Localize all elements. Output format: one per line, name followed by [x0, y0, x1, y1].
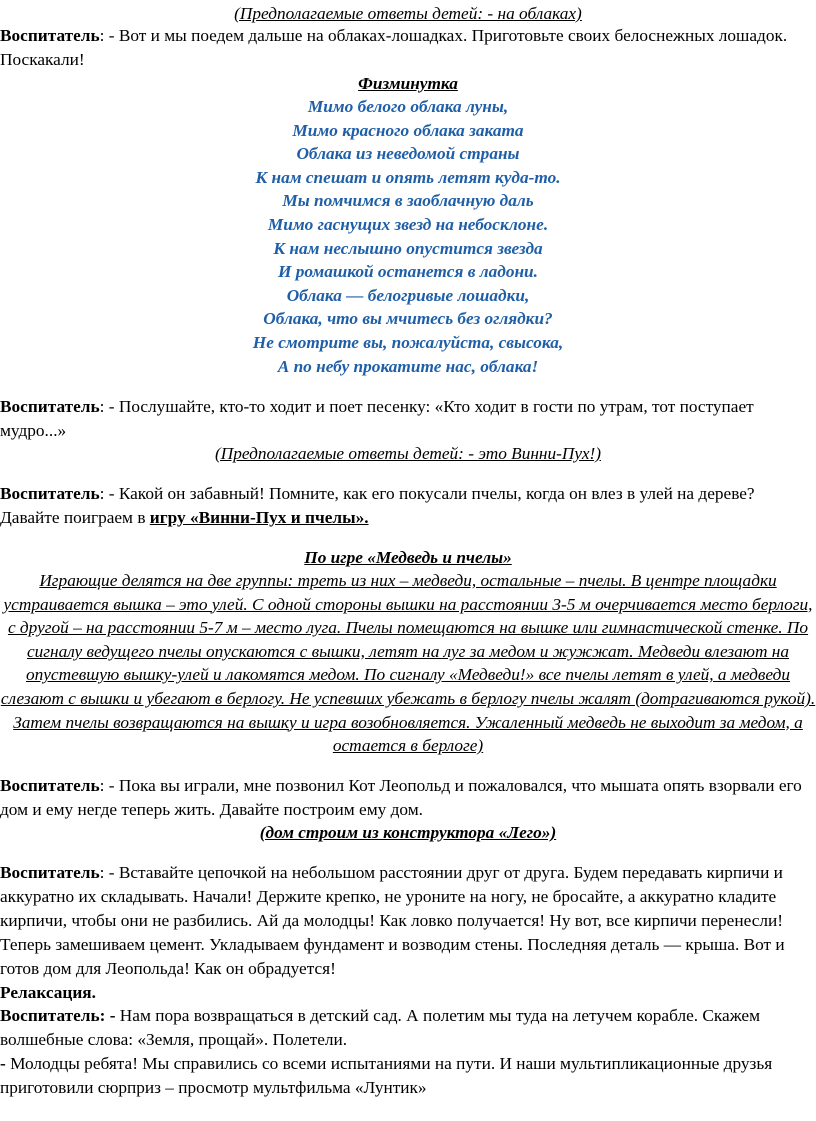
- paragraph-teacher-6: [0, 1004, 816, 1052]
- poem-line: Мимо белого облака луны,: [307, 97, 509, 116]
- paragraph-text: : - Вот и мы поедем дальше на облаках-лошадках. Приготовьте своих белоснежных лошадок. Поскакали!: [0, 26, 788, 69]
- poem-line: Мы помчимся в заоблачную даль: [282, 191, 534, 211]
- speaker-label: Воспитатель: [0, 776, 100, 795]
- poem-line: Облака из неведомой страны: [296, 144, 520, 164]
- paragraph-text: : - Послушайте, кто-то ходит и поет песенку: «Кто ходит в гости по утрам, тот поступает мудро...»: [0, 397, 754, 440]
- paragraph-final: [0, 1052, 816, 1100]
- game-description: Играющие делятся на две группы: треть из них – медведи, остальные – пчелы. В центре площадки устраивается вышка – это улей. С одной стороны вышки на расстоянии 3-5 м очерчивается место берлоги, с другой – на расстоянии 5-7 м – место луга. Пчелы помещаются на вышке или гимнастической стенке. По сигналу ведущего пчелы опускаются с вышки, летят на луг за медом и жужжат. Медведи влезают на опустевшую вышку-улей и лакомятся медом. По сигналу «Медведи!» все пчелы летят в улей, а медведи слезают с вышки и убегают в берлогу. Не успевших убежать в берлогу пчелы жалят (дотрагиваются рукой). Затем пчелы возвращаются на вышку и игра возобновляется. Ужаленный медведь не выходит за медом, а остается в берлоге): [0, 571, 816, 756]
- answer-line-winnie: (Предполагаемые ответы детей: - это Винни-Пух!): [214, 444, 602, 463]
- paragraph-text: : - Пока вы играли, мне позвонил Кот Леопольд и пожаловался, что мышата опять взорвали его дом и ему негде теперь жить. Давайте построим ему дом.: [0, 776, 802, 819]
- paragraph-teacher-1: [0, 24, 816, 72]
- game-link[interactable]: игру «Винни-Пух и пчелы».: [149, 508, 369, 527]
- speaker-label: Воспитатель: [0, 863, 100, 882]
- game-title: По игре «Медведь и пчелы»: [304, 548, 512, 567]
- paragraph-teacher-4: [0, 774, 816, 822]
- relaxation-heading: Релаксация.: [0, 983, 96, 1002]
- speaker-label: Воспитатель: [0, 26, 100, 45]
- paragraph-text: Нам пора возвращаться в детский сад. А полетим мы туда на летучем корабле. Скажем волшебные слова: «Земля, прощай». Полетели.: [0, 1006, 761, 1049]
- answer-line-clouds: (Предполагаемые ответы детей: - на облаках): [234, 4, 582, 23]
- lego-note: (дом строим из конструктора «Лего»): [259, 823, 557, 842]
- poem-line: Не смотрите вы, пожалуйста, свысока,: [252, 332, 564, 352]
- paragraph-teacher-5: [0, 861, 816, 981]
- speaker-label: Воспитатель: [0, 484, 100, 503]
- poem-line: Мимо красного облака заката: [292, 120, 524, 140]
- poem-block: [0, 95, 816, 378]
- poem-line: К нам спешат и опять летят куда-то.: [255, 167, 561, 187]
- poem-line: Облака — белогривые лошадки,: [286, 285, 530, 305]
- poem-line: К нам неслышно опустится звезда: [273, 238, 543, 258]
- poem-line: Мимо гаснущих звезд на небосклоне.: [267, 214, 549, 234]
- poem-line: И ромашкой останется в ладони.: [278, 262, 538, 282]
- speaker-label: Воспитатель: [0, 397, 100, 416]
- speaker-label: Воспитатель: -: [0, 1006, 116, 1025]
- paragraph-text: : - Какой он забавный! Помните, как его покусали пчелы, когда он влез в улей на дереве? Давайте поиграем в: [0, 484, 755, 527]
- poem-line: Облака, что вы мчитесь без оглядки?: [263, 309, 553, 329]
- poem-line: А по небу прокатите нас, облака!: [277, 356, 539, 376]
- paragraph-text: Молодцы ребята! Мы справились со всеми испытаниями на пути. И наши мультипликационные друзья приготовили сюрприз – просмотр мультфильма «Лунтик»: [0, 1054, 773, 1097]
- dash-mark: -: [0, 1054, 6, 1073]
- paragraph-text: : - Вставайте цепочкой на небольшом расстоянии друг от друга. Будем передавать кирпичи и аккуратно их складывать. Начали! Держите крепко, не уроните на ногу, не бросайте, а аккуратно кладите кирпичи, чтобы они не разбились. Ай да молодцы! Как ловко получается! Ну вот, все кирпичи перенесли! Теперь замешиваем цемент. Укладываем фундамент и возводим стены. Последняя деталь — крыша. Вот и готов дом для Леопольда! Как он обрадуется!: [0, 863, 785, 978]
- poem-title: Физминутка: [358, 74, 458, 93]
- paragraph-teacher-2: [0, 395, 816, 443]
- paragraph-teacher-3: [0, 482, 816, 530]
